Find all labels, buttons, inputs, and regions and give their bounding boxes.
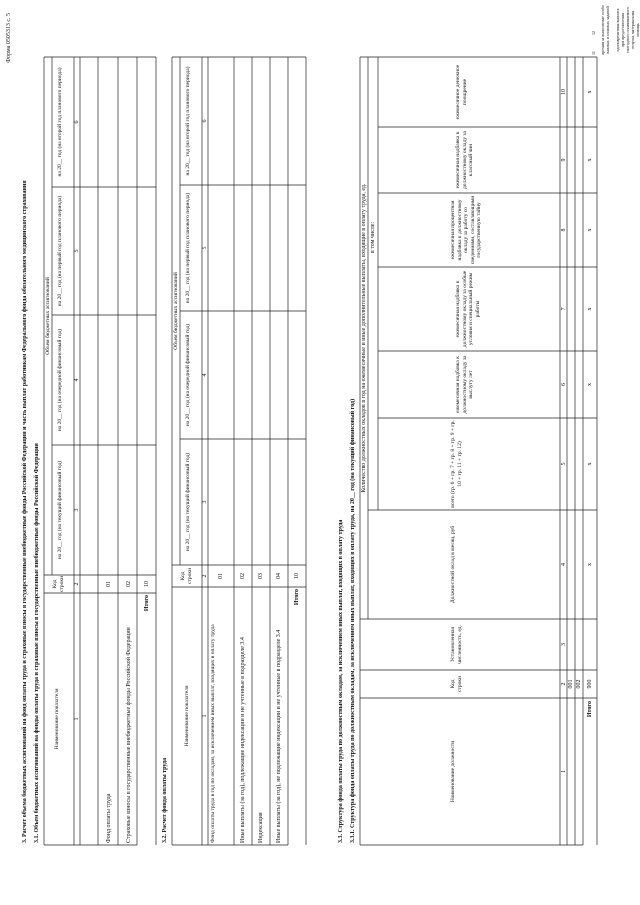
- t331-col6: ежемесячная надбавка к должностному окладу за выслугу лет: [455, 355, 474, 414]
- t331-num-4: 4: [561, 563, 567, 566]
- t331-total-code: 900: [587, 679, 593, 689]
- t31-col3: на 20__ год (на текущий финансовый год): [57, 460, 63, 560]
- t331-total-x-10: x: [587, 90, 593, 94]
- t31-num-3: 3: [74, 508, 80, 512]
- t32-col3: на 20__ год (на текущий финансовый год): [185, 452, 191, 552]
- t31-col6: на 20__ год (на второй год планового периода): [57, 67, 63, 177]
- t331-col11: премии за выполнение особо важных и сложных заданий: [600, 5, 610, 55]
- t331-col7: ежемесячная надбавка к должностному окладу за особые условия и специальный режим работы: [455, 270, 481, 348]
- t331-col-code: Код строки: [450, 675, 463, 693]
- t31-row-1-name: Фонд оплаты труда: [106, 793, 112, 843]
- t331-total-x-6: x: [587, 383, 593, 386]
- t32-total-label: Итого: [294, 589, 300, 606]
- t331-col9: ежемесячная надбавка к должностному окладу за классный чин: [455, 130, 474, 190]
- section32-title: 3.2. Расчет фонда оплаты труда: [162, 757, 168, 843]
- t32-num-6: 6: [202, 119, 208, 123]
- t331-num-5: 5: [561, 462, 567, 466]
- t32-row-4-name: Иные выплаты (за год), не подлежащие индексации и не учтенные в подразделе 3.4: [276, 629, 282, 843]
- t331-num-12: 12: [591, 31, 596, 35]
- t331-col-group: Количество должностных окладов в год на ежемесячные и иные дополнительные выплаты, входящие в оплату труда, ед.: [361, 183, 367, 493]
- t331-num-11: 11: [591, 51, 596, 55]
- t31-row-2-code: 02: [126, 581, 132, 587]
- t31-row-2-name: Страховые взносы в государственные внебюджетные фонды Российской Федерации: [126, 627, 132, 843]
- t331-code-1: 001: [568, 679, 574, 689]
- t331-total-x-9: x: [587, 158, 593, 162]
- t31-col-name: Наименование показателя: [54, 688, 60, 750]
- t32-num-1: 1: [202, 714, 208, 718]
- t331-num-10: 10: [561, 89, 567, 95]
- t331-num-2: 2: [561, 682, 567, 686]
- t31-col-group: Объем бюджетных ассигнований: [45, 277, 51, 355]
- t32-row-4-code: 04: [276, 573, 282, 579]
- t32-total-code: 10: [294, 573, 300, 579]
- t32-col5: на 20__ год (на первый год планового периода): [185, 192, 191, 304]
- t31-num-4: 4: [74, 378, 80, 382]
- t331-col-total: всего (гр. 6 + гр. 7 + гр. 8 + гр. 9 + гр. 10 + гр. 11 + гр. 12): [450, 420, 463, 508]
- t32-row-1-name: Фонд оплаты труда в год по окладам, за исключением иных выплат, входящих в оплату труда: [210, 624, 216, 843]
- t331-total-x-5: x: [587, 462, 593, 466]
- t32-row-1-code: 01: [218, 573, 224, 579]
- section3-title: 3. Расчет объема бюджетных ассигнований на фонд оплаты труда и страховые взносы в государственные внебюджетные фонды Российской Федерации и часть выплат работникам Федерального фонда обязательного медицинского страхования: [22, 180, 28, 843]
- t31-num-6: 6: [74, 120, 80, 124]
- t331-num-8: 8: [561, 228, 567, 232]
- t32-row-2-code: 02: [240, 573, 246, 579]
- t331-col12: единовременная выплата при предоставлении ежегодного оплачиваемого отпуска, материальная помощь: [615, 7, 640, 53]
- t31-col5: на 20__ год (на первый год планового периода): [57, 195, 63, 307]
- section331-title: 3.3.1. Структура фонда оплаты труда по должностным окладам, за исключением иных выплат, входящих в оплату труда, на 20__ год (на текущий финансовый год): [350, 398, 356, 843]
- t331-num-9: 9: [561, 158, 567, 162]
- t31-total-label: Итого: [144, 595, 150, 612]
- t32-num-4: 4: [202, 373, 208, 377]
- t31-col-code: Код строки: [52, 575, 65, 593]
- t331-num-7: 7: [561, 307, 567, 311]
- t32-row-2-name: Иные выплаты (за год), подлежащие индексации и не учтенные в подразделе 3.4: [240, 637, 246, 843]
- t32-col-code: Код строки: [180, 567, 193, 585]
- section31-title: 3.1. Объем бюджетных ассигнований на фонды оплаты труда и страховые взносы в государственные внебюджетные фонды Российской Федерации: [34, 443, 40, 843]
- t32-num-5: 5: [202, 246, 208, 250]
- t31-num-5: 5: [74, 249, 80, 253]
- t331-total-x-7: x: [587, 307, 593, 311]
- t31-row-1-code: 01: [106, 581, 112, 587]
- t331-num-3: 3: [561, 643, 567, 646]
- t331-col-incl: в том числе:: [370, 221, 376, 254]
- t31-total-code: 10: [144, 581, 150, 587]
- t331-col-salary: Должностной оклад в месяц, руб: [450, 525, 456, 604]
- t331-total-label: Итого: [587, 701, 593, 718]
- t32-num-3: 3: [202, 500, 208, 504]
- t31-col4: на 20__ год (на очередной финансовый год): [57, 328, 63, 432]
- t31-num-2: 2: [74, 582, 80, 586]
- t331-col10: ежемесячное денежное поощрение: [455, 64, 468, 120]
- t331-num-1: 1: [561, 770, 567, 773]
- section33-title: 3.3. Структура фонда оплаты труда по должностным окладам, за исключением иных выплат, входящих в оплату труда: [338, 519, 344, 843]
- t331-code-2: 002: [576, 679, 582, 689]
- t331-col-staff: Установленная численность, ед.: [450, 625, 463, 664]
- t32-col4: на 20__ год (на очередной финансовый год): [185, 323, 191, 427]
- t331-total-x-8: x: [587, 228, 593, 232]
- t31-num-1: 1: [74, 717, 80, 721]
- t32-num-2: 2: [202, 574, 208, 578]
- t331-col8: ежемесячная процентная надбавка к должностному окладу за работу со сведениями, составляющими государственную тайну: [450, 195, 482, 265]
- t331-num-6: 6: [561, 383, 567, 386]
- t331-col-name: Наименование должности: [450, 740, 456, 803]
- t32-row-3-code: 03: [258, 573, 264, 579]
- t32-row-3-name: Индексация: [258, 812, 264, 843]
- t32-col-name: Наименование показателя: [184, 685, 190, 747]
- form-code: Форма 0505313 с. 5: [6, 13, 12, 63]
- t32-col-group: Объем бюджетных ассигнований: [173, 272, 179, 350]
- t331-total-x-4: x: [587, 563, 593, 566]
- t32-col6: на 20__ год (на второй год планового периода): [185, 66, 191, 176]
